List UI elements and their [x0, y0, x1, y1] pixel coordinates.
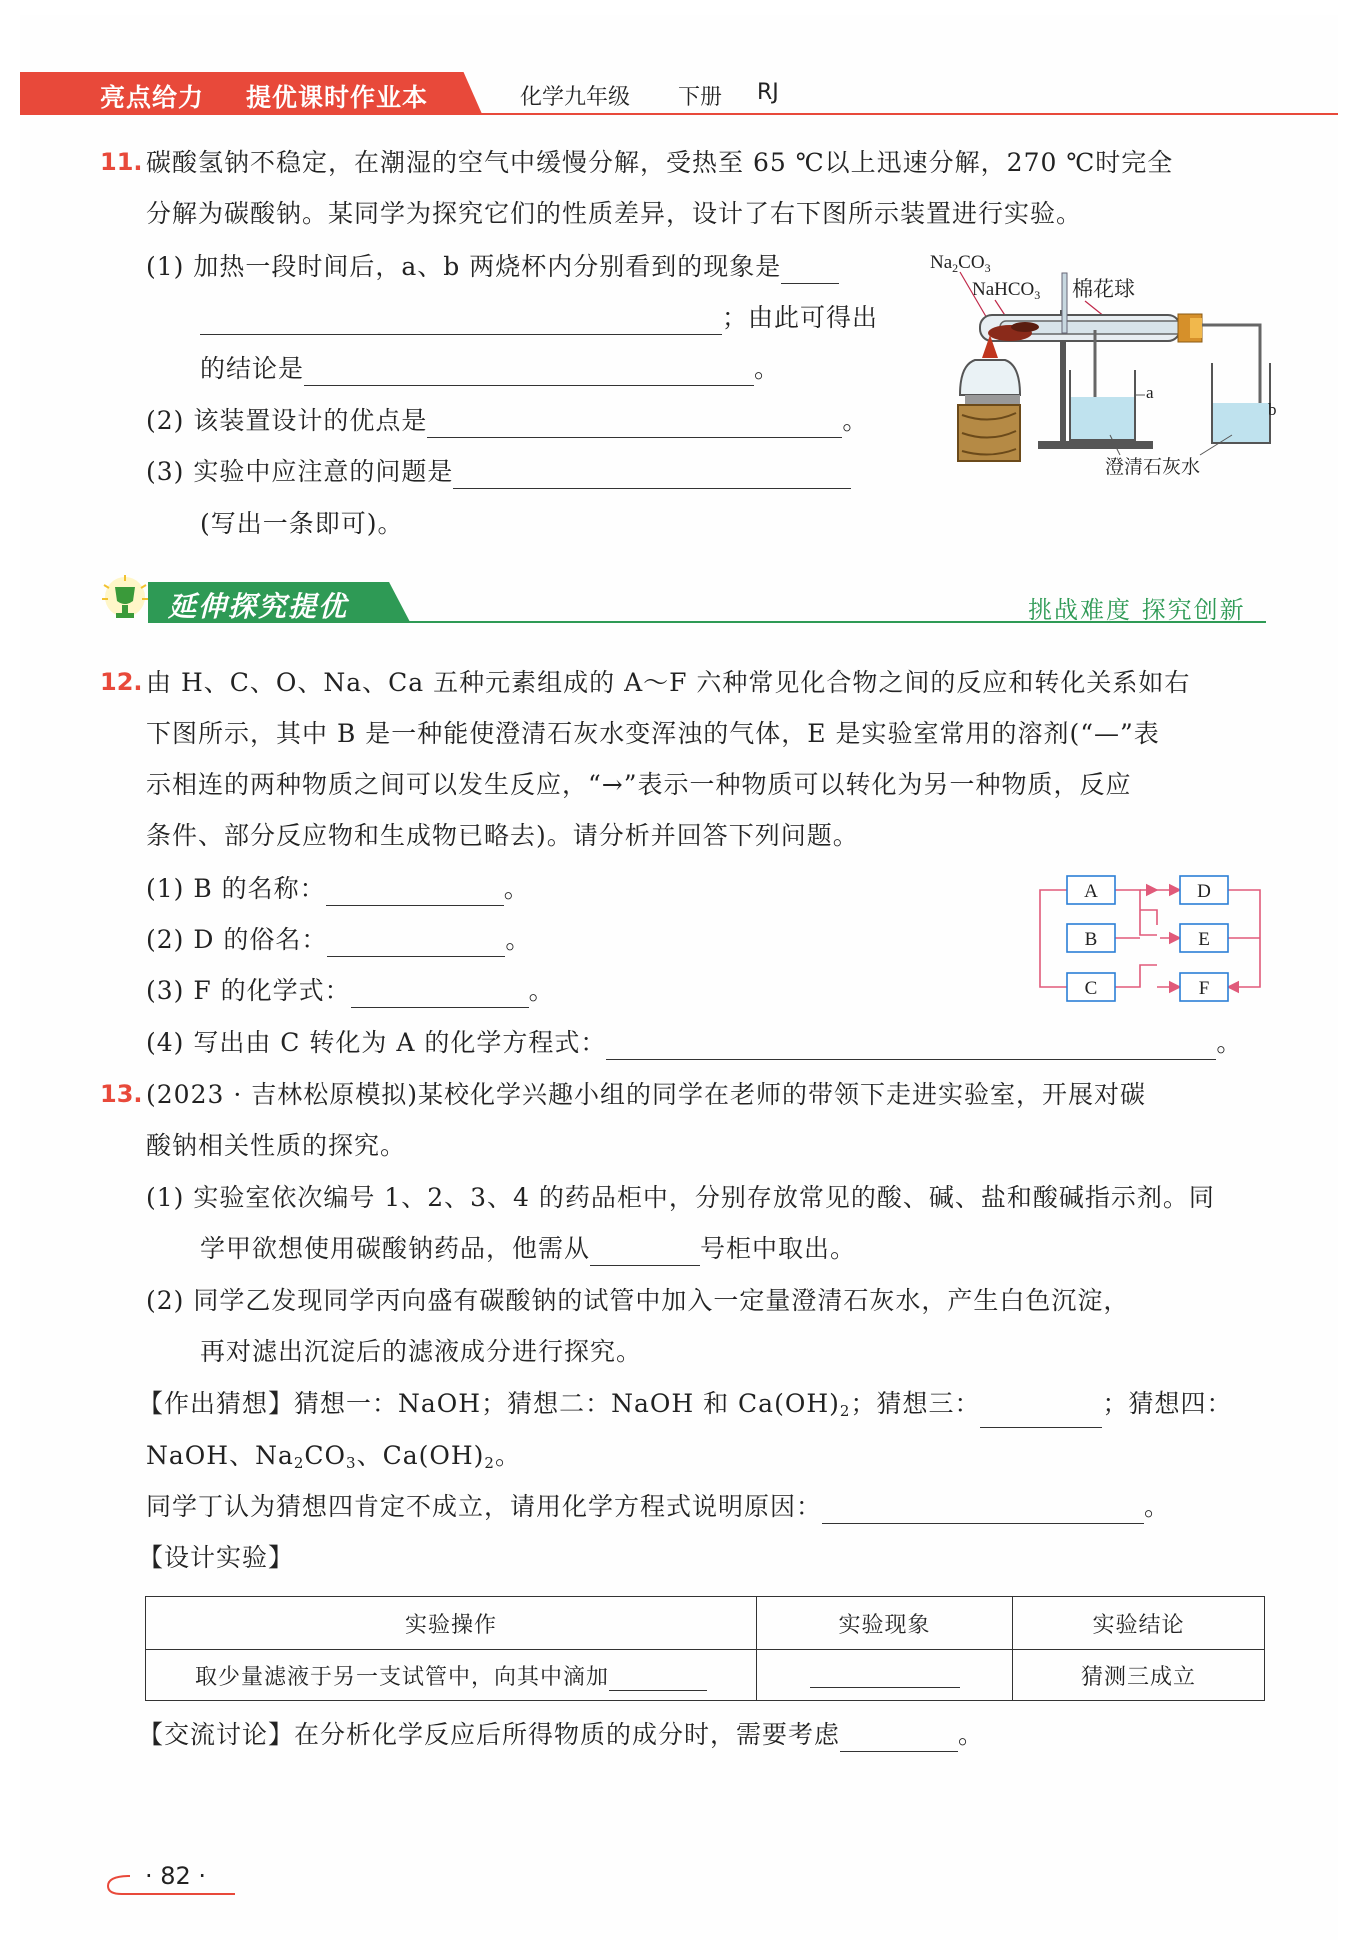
experiment-table: [145, 1596, 1265, 1701]
label-cotton: 棉花球: [1072, 277, 1135, 301]
node-b: B: [1084, 929, 1098, 950]
table-cell-operation: [146, 1650, 757, 1701]
q12-period: 。: [1216, 1028, 1243, 1057]
q12-answer-blank-4[interactable]: [606, 1033, 1216, 1060]
q13-guess-text: 【作出猜想】猜想一：NaOH；猜想二：NaOH 和 Ca(OH): [138, 1389, 840, 1418]
q12-stem-line4: 条件、部分反应物和生成物已略去)。请分析并回答下列问题。: [146, 821, 859, 850]
table-header-phenomenon: 实验现象: [757, 1597, 1013, 1650]
q11-answer-blank-3[interactable]: [453, 462, 851, 489]
q13-stem-line2: 酸钠相关性质的探究。: [146, 1131, 407, 1160]
q11-period: 。: [754, 354, 781, 383]
q12-answer-blank-2[interactable]: [327, 930, 505, 957]
subscript: 2: [839, 1402, 851, 1420]
q12-part1-text: (1) B 的名称：: [146, 874, 326, 903]
table-answer-blank-reagent[interactable]: [609, 1668, 707, 1691]
subscript: 3: [346, 1454, 357, 1472]
q12-period: 。: [503, 874, 530, 903]
q11-period: 。: [842, 406, 869, 435]
q11-part3-text: (3) 实验中应注意的问题是: [146, 457, 454, 486]
label-a: a: [1146, 383, 1154, 402]
q11-part2-text: (2) 该装置设计的优点是: [146, 406, 428, 435]
q12-part1: [146, 872, 530, 906]
q13-period: 。: [1144, 1492, 1171, 1521]
q13-ding: [146, 1490, 1170, 1524]
q13-guess-line1: [138, 1387, 1232, 1428]
q13-guess-text7: 。: [494, 1441, 521, 1470]
q13-answer-blank-discussion[interactable]: [840, 1725, 958, 1752]
node-f: F: [1198, 978, 1210, 999]
q13-stem-line1: (2023 · 吉林松原模拟)某校化学兴趣小组的同学在老师的带领下走进实验室，开展对碳: [146, 1080, 1146, 1109]
q13-part2-line1: (2) 同学乙发现同学丙向盛有碳酸钠的试管中加入一定量澄清石灰水，产生白色沉淀，: [146, 1286, 1130, 1315]
q11-part1-text3: 的结论是: [200, 354, 305, 383]
table-operation-text: 取少量滤液于另一支试管中，向其中滴加: [194, 1664, 609, 1690]
q13-answer-blank-equation[interactable]: [822, 1497, 1144, 1524]
q12-part4: [146, 1026, 1242, 1060]
section-title: 延伸探究提优: [168, 590, 349, 623]
q12-part4-text: (4) 写出由 C 转化为 A 的化学方程式：: [146, 1028, 607, 1057]
q13-part1-text: 学甲欲想使用碳酸钠药品，他需从: [200, 1234, 591, 1263]
q13-guess-text4: NaOH、Na: [146, 1441, 294, 1470]
header-rule: [20, 113, 1338, 115]
q13-answer-blank-guess3[interactable]: [980, 1401, 1102, 1428]
subscript: 2: [293, 1454, 305, 1472]
table-row: [146, 1650, 1265, 1701]
q11-answer-blank-1b[interactable]: [200, 308, 722, 335]
table-cell-phenomenon: [757, 1650, 1013, 1701]
q11-part1-cont: [200, 301, 878, 335]
q13-design-heading: 【设计实验】: [138, 1543, 295, 1572]
q13-part1-text2: 号柜中取出。: [700, 1234, 857, 1263]
q13-guess-text5: CO: [304, 1441, 347, 1470]
q11-answer-blank-1a[interactable]: [781, 257, 839, 284]
q11-stem-line1: 碳酸氢钠不稳定，在潮湿的空气中缓慢分解，受热至 65 ℃以上迅速分解，270 ℃时完全: [146, 148, 1174, 177]
page-number: · 82 ·: [145, 1862, 207, 1890]
header-edition: RJ: [757, 80, 779, 105]
subscript: 2: [484, 1454, 495, 1472]
trophy-icon: [100, 575, 150, 625]
q12-period: 。: [528, 976, 555, 1005]
q11-stem-line2: 分解为碳酸钠。某同学为探究它们的性质差异，设计了右下图所示装置进行实验。: [146, 199, 1083, 228]
q11-part1-text2: ；由此可得出: [722, 303, 879, 332]
q13-guess-text6: 、Ca(OH): [356, 1441, 485, 1470]
q11-apparatus-figure: [920, 245, 1280, 480]
q13-guess-line2: [146, 1439, 521, 1480]
q11-part3: [146, 455, 851, 489]
q13-ding-text: 同学丁认为猜想四肯定不成立，请用化学方程式说明原因：: [146, 1492, 823, 1521]
q13-guess-text3: ；猜想四：: [1102, 1389, 1233, 1418]
q12-part2: [146, 923, 531, 957]
q12-stem-line1: 由 H、C、O、Na、Ca 五种元素组成的 A～F 六种常见化合物之间的反应和转化关系如右: [146, 668, 1191, 697]
header-volume: 下册: [678, 85, 723, 110]
q12-part3-text: (3) F 的化学式：: [146, 976, 351, 1005]
header-grade: 化学九年级: [520, 85, 631, 110]
node-d: D: [1197, 881, 1211, 902]
label-limewater: 澄清石灰水: [1105, 456, 1201, 478]
q11-answer-blank-2[interactable]: [427, 411, 842, 438]
q11-part3-note: (写出一条即可)。: [200, 509, 404, 538]
node-c: C: [1084, 978, 1098, 999]
q11-part2: [146, 404, 868, 438]
table-header-conclusion: 实验结论: [1013, 1597, 1265, 1650]
q13-part2-line2: 再对滤出沉淀后的滤液成分进行探究。: [200, 1337, 643, 1366]
q13-answer-blank-cabinet[interactable]: [590, 1239, 700, 1266]
q11-number: 11.: [100, 148, 143, 176]
q13-part1-line2: [200, 1232, 856, 1266]
table-cell-conclusion: 猜测三成立: [1013, 1650, 1265, 1701]
label-na2co3: $Na_2CO_3$: [930, 252, 991, 275]
q12-period: 。: [505, 925, 532, 954]
q11-part1: [146, 250, 839, 284]
q13-discussion: [138, 1718, 984, 1752]
node-a: A: [1084, 881, 1098, 902]
q12-answer-blank-1[interactable]: [326, 879, 504, 906]
header-brand: 亮点给力: [100, 83, 205, 112]
q12-relation-diagram: [1030, 870, 1275, 1010]
node-e: E: [1198, 929, 1210, 950]
label-nahco3: NaHCO$_3$: [972, 279, 1041, 302]
q13-period: 。: [958, 1720, 985, 1749]
q12-answer-blank-3[interactable]: [351, 981, 529, 1008]
table-answer-blank-phenomenon[interactable]: [810, 1665, 960, 1688]
q12-stem-line2: 下图所示，其中 B 是一种能使澄清石灰水变浑浊的气体，E 是实验室常用的溶剂(“—”表: [146, 719, 1160, 748]
q13-part1-line1: (1) 实验室依次编号 1、2、3、4 的药品柜中，分别存放常见的酸、碱、盐和酸碱指示剂。同: [146, 1183, 1215, 1212]
q13-number: 13.: [100, 1080, 143, 1108]
table-header-operation: 实验操作: [146, 1597, 757, 1650]
q12-part2-text: (2) D 的俗名：: [146, 925, 328, 954]
table-header-row: [146, 1597, 1265, 1650]
header-subtitle: 提优课时作业本: [246, 83, 429, 112]
section-tagline: 挑战难度 探究创新: [1028, 596, 1246, 624]
q11-answer-blank-1c[interactable]: [304, 359, 754, 386]
q13-guess-text2: ；猜想三：: [850, 1389, 981, 1418]
q12-stem-line3: 示相连的两种物质之间可以发生反应，“→”表示一种物质可以转化为另一种物质，反应: [146, 770, 1132, 799]
q12-number: 12.: [100, 668, 143, 696]
q12-part3: [146, 974, 555, 1008]
q11-part1-conclusion: [200, 352, 780, 386]
q13-discussion-text: 【交流讨论】在分析化学反应后所得物质的成分时，需要考虑: [138, 1720, 841, 1749]
q11-part1-text: (1) 加热一段时间后，a、b 两烧杯内分别看到的现象是: [146, 252, 782, 281]
label-b: b: [1268, 400, 1277, 419]
